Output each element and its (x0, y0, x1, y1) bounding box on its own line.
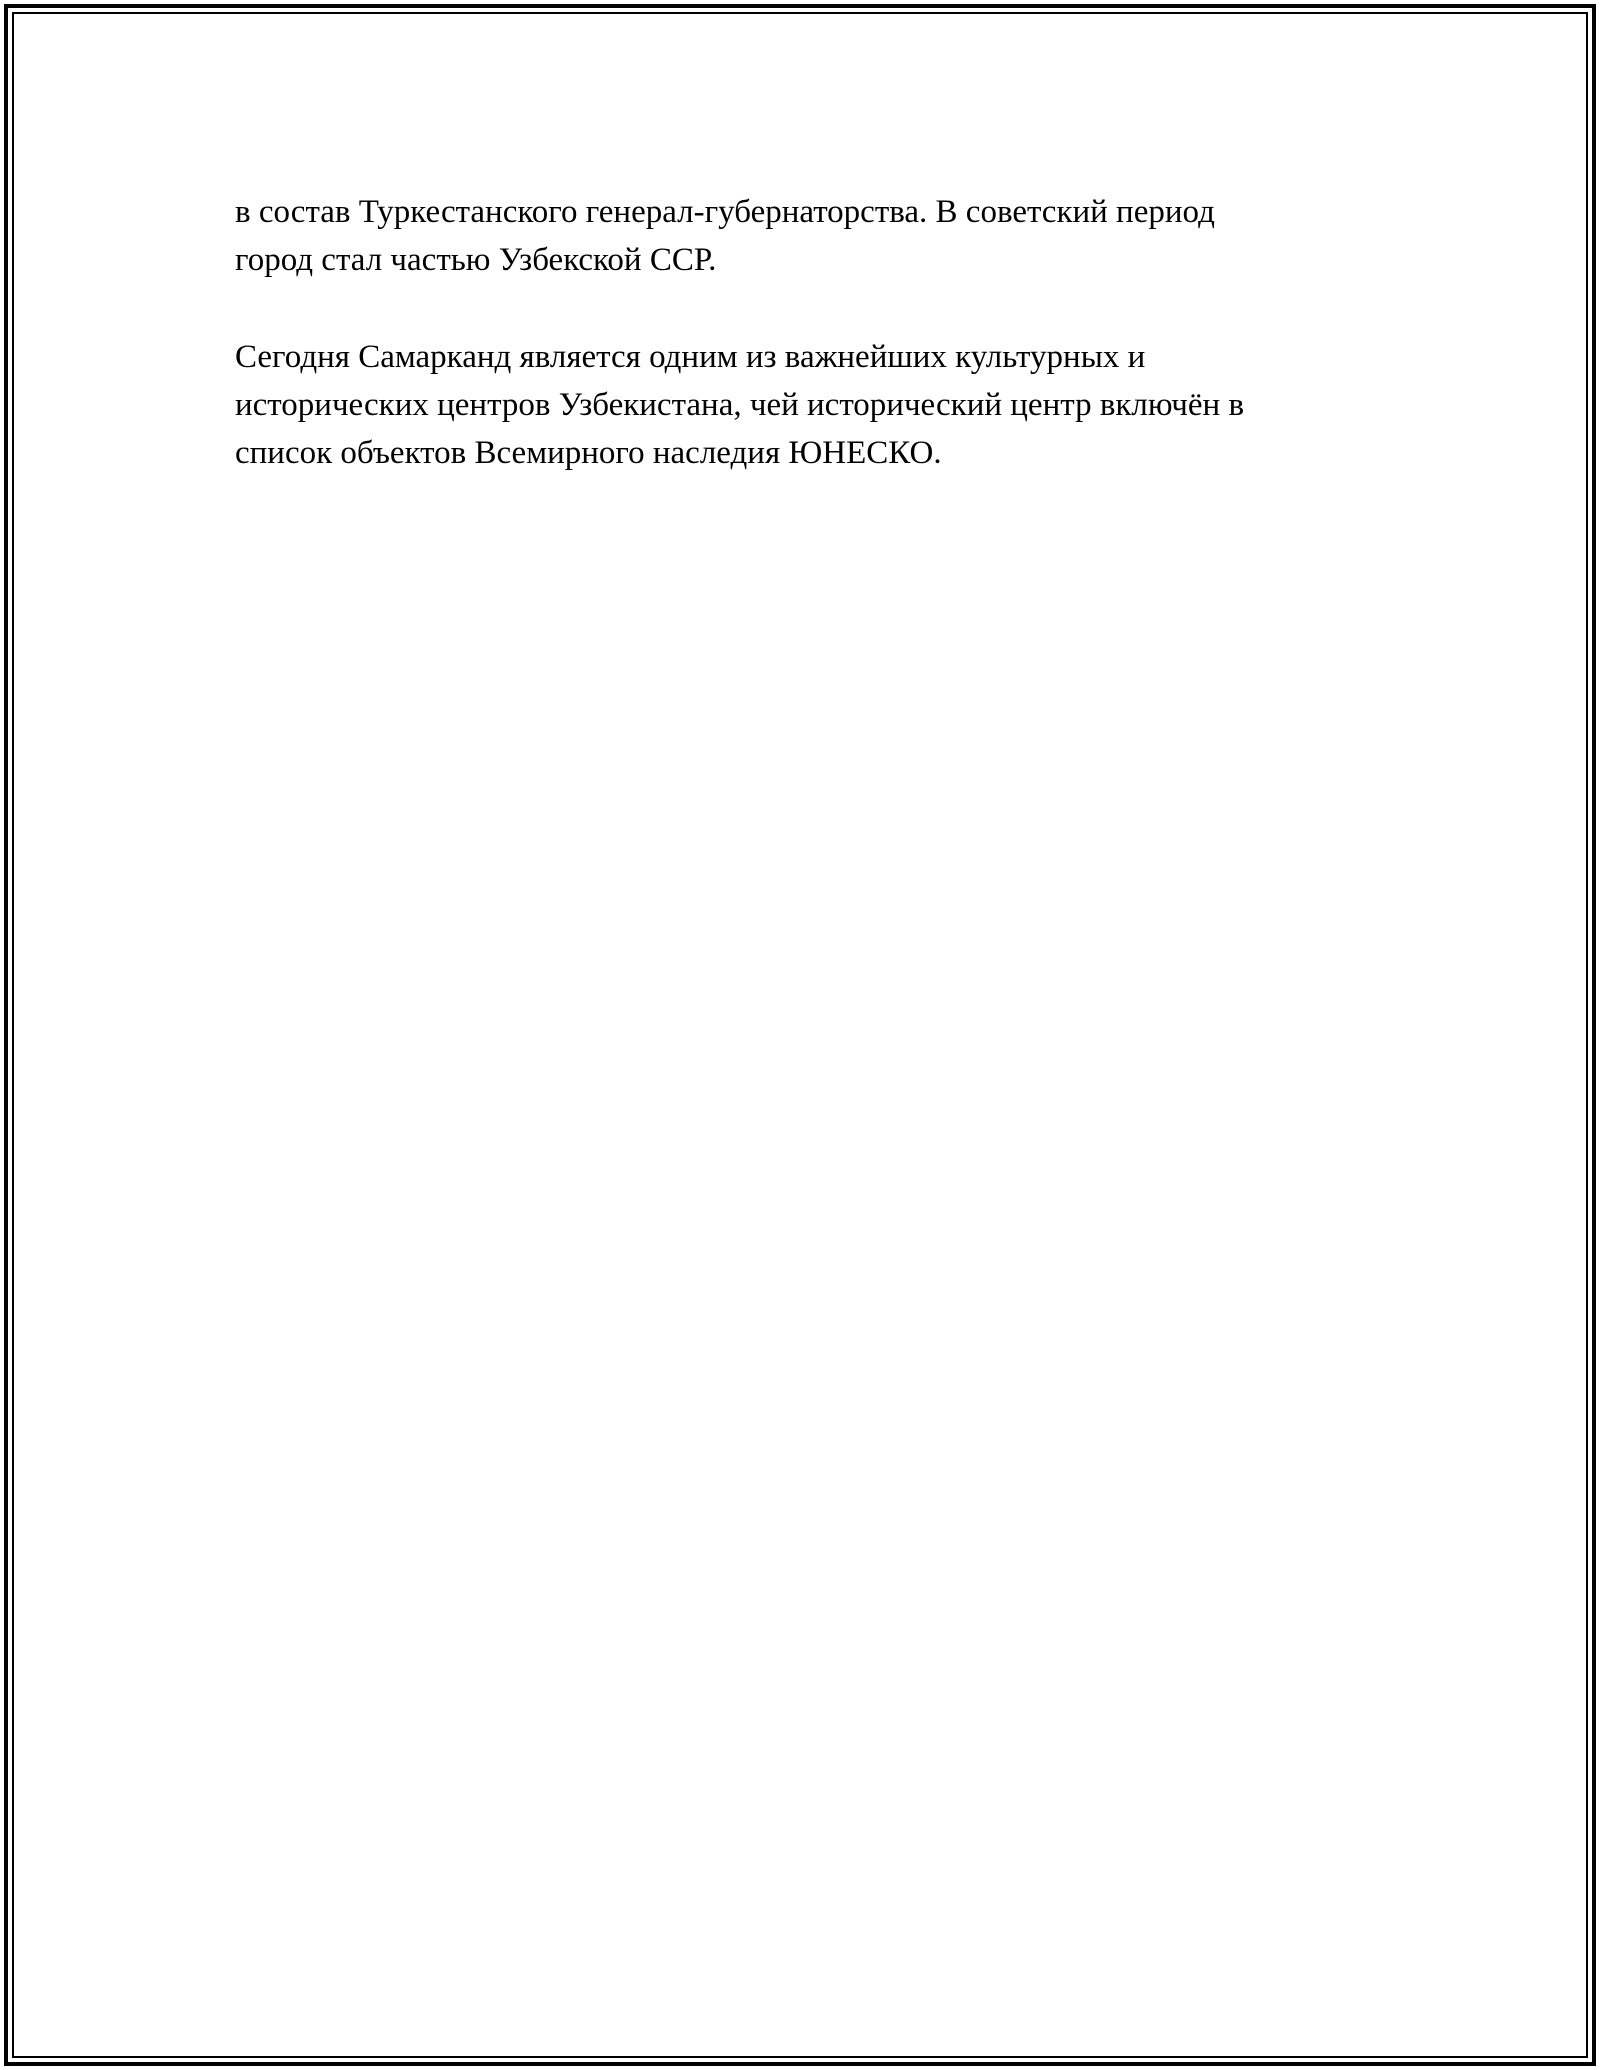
paragraph-soviet-period (235, 188, 1435, 284)
text-line: Сегодня Самарканд является одним из важнейших культурных и (235, 339, 1146, 375)
text-line: город стал частью Узбекской ССР. (235, 242, 717, 278)
text-line: список объектов Всемирного наследия ЮНЕСКО. (235, 435, 942, 471)
text-line: в состав Туркестанского генерал-губернаторства. В советский период (235, 194, 1215, 230)
document-body (235, 188, 1435, 526)
text-line: исторических центров Узбекистана, чей исторический центр включён в (235, 387, 1245, 423)
paragraph-today (235, 333, 1435, 477)
